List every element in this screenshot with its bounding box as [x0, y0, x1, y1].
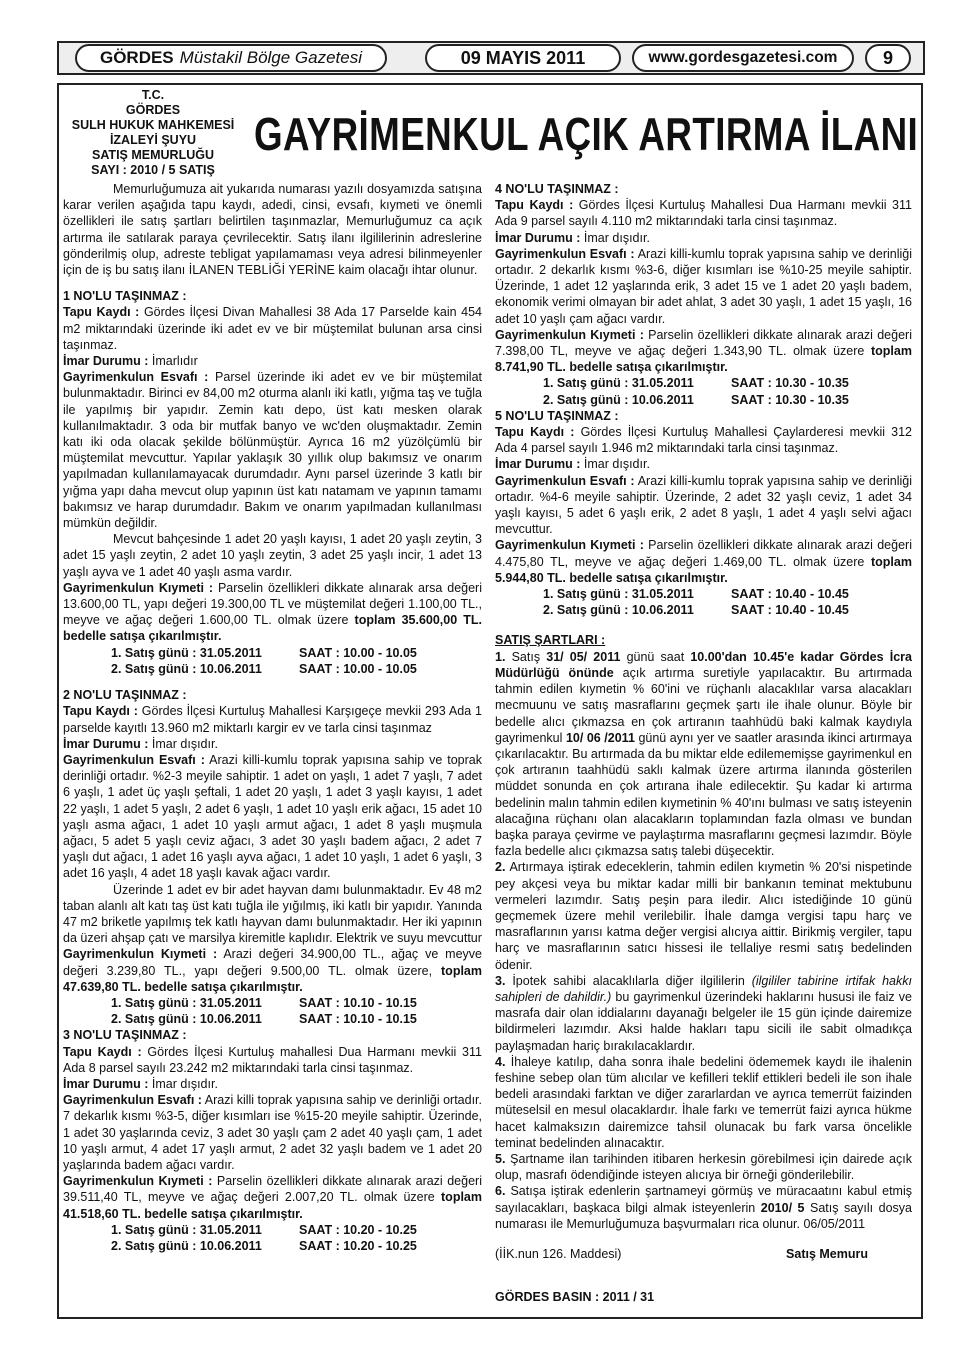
sale-date: 2. Satış günü : 10.06.2011: [543, 392, 694, 407]
property-4-tapu: [495, 197, 912, 229]
sale-date: 1. Satış günü : 31.05.2011: [111, 1222, 262, 1237]
property-4-imar: [495, 230, 912, 246]
sale-date: 1. Satış günü : 31.05.2011: [111, 995, 262, 1010]
tapu-label: Tapu Kaydı :: [63, 1044, 142, 1059]
property-5-evsaf: [495, 473, 912, 538]
signature-row: [495, 1246, 912, 1262]
sale-date: 2. Satış günü : 10.06.2011: [111, 661, 262, 676]
property-5-sale-2: [543, 602, 912, 618]
term-number: 1.: [495, 649, 506, 664]
imar-label: İmar Durumu :: [63, 1076, 149, 1091]
property-1-evsaf: [63, 369, 482, 531]
term-text: Şartname ilan tarihinden itibaren herkesin görebilmesi için dairede açık olup, masrafı ödendiğinde isteyen alıcıya bir örneği gönderilebilir.: [495, 1151, 912, 1183]
kiymet-text: Parselin özellikleri dikkate alınarak arsa değeri 13.600,00 TL, yapı değeri 19.300,00 TL ve müştemilat değeri 1.100,00 TL., meyve ve ağaç değeri 1.600,00 TL. olmak üzere: [63, 580, 482, 628]
sale-date: 2. Satış günü : 10.06.2011: [111, 1012, 262, 1027]
imar-text: İmarlıdır: [151, 354, 198, 369]
evsaf-label: Gayrimenkulun Esvafı :: [495, 473, 635, 488]
term-text: Satış sayılı dosya numarası ile Memurluğumuza başvurmaları rica olunur. 06/05/2011: [495, 1200, 912, 1231]
tapu-text: Gördes İlçesi Kurtuluş mahallesi Dua Harmanı mevkii 311 Ada 8 parsel sayılı 23.242 m2 miktarındaki tarla cinsi taşınmaz.: [63, 1044, 482, 1075]
imar-label: İmar Durumu :: [495, 230, 581, 245]
sale-time: SAAT : 10.10 - 10.15: [299, 995, 417, 1010]
property-3-sale-2: [111, 1238, 482, 1254]
kiymet-label: Gayrimenkulun Kıymeti :: [63, 580, 214, 595]
property-2-kiymet: [63, 946, 482, 995]
property-5-kiymet: [495, 537, 912, 586]
property-5-tapu: [495, 424, 912, 456]
page-number-pill: [865, 44, 911, 72]
term-place: 10.00'dan 10.45'e kadar Gördes İcra Müdürlüğü önünde: [495, 649, 912, 680]
term-file-number: 2010/ 5: [760, 1200, 805, 1215]
term-5: [495, 1151, 912, 1183]
website-pill: [632, 44, 854, 72]
term-text: günü aynı yer ve saatler arasında ikinci artırmaya çıkarılacaktır. Bu artırmada da bu miktar elde edilememişse gayrimenkul en çok artıranın taahhüdü saklı kalmak üzere artırma ilanında gösterilen müddet sonunda en çok artırana ihale edilecektir. Şu kadar ki artırma bedelinin malın tahmin edilen kıymetinin % 40'ını bulması ve satış isteyenin alacağına rüçhanı olan alacakların toplamından fazla olması ve bundan başka paraya çevirme ve paylaştırma masraflarını geçmesi lazımdır. Böyle fazla bedelle alıcı çıkmazsa satış talebi düşecektir.: [495, 730, 912, 859]
term-2: [495, 859, 912, 972]
imar-label: İmar Durumu :: [495, 457, 581, 472]
property-1-imar: [63, 353, 482, 369]
court-file-number: SAYI : 2010 / 5 SATIŞ: [91, 163, 215, 177]
imar-label: İmar Durumu :: [63, 736, 149, 751]
term-4: [495, 1054, 912, 1151]
property-2-tapu: [63, 703, 482, 735]
court-line-2: GÖRDES: [125, 103, 181, 117]
total-text: toplam 47.639,80 TL. bedelle satışa çıkarılmıştır.: [63, 963, 482, 994]
property-4-kiymet: [495, 327, 912, 376]
property-4-title: 4 NO'LU TAŞINMAZ :: [495, 182, 619, 196]
sale-date: 1. Satış günü : 31.05.2011: [111, 645, 262, 660]
property-3-kiymet: [63, 1173, 482, 1222]
property-5-sale-1: [543, 586, 912, 602]
property-3-title: 3 NO'LU TAŞINMAZ :: [63, 1028, 187, 1043]
evsaf-label: Gayrimenkulun Esvafı :: [63, 370, 209, 385]
term-number: 4.: [495, 1054, 506, 1069]
property-4-evsaf: [495, 246, 912, 327]
paper-name-pill: [75, 44, 387, 72]
term-6: [495, 1183, 912, 1232]
term-text: Artırmaya iştirak edeceklerin, tahmin edilen kıymetin % 20'si nispetinde pey akçesi veya bu miktar kadar milli bir bankanın teminat mektubunu vermeleri lazımdır. Satış peşin para iledir. Alıcı istediğinde 10 günü geçmemek üzere mehil verilebilir. İhale damga vergisi tapu harç ve masraflarının yarısı katma değer vergisi alıcıya aittir. Birikmiş vergiler, tapu harç ve masraflarının satıcı hissesi ile tellaliye resmi satış bedelinden ödenir.: [495, 860, 912, 972]
evsaf-text: Arazi killi-kumlu toprak yapısına sahip ve derinliği ortadır. 2 dekarlık kısmı %3-6, diğer kısımları ise %10-25 meyile sahiptir. Üzerinde, 1 adet 12 yaşlarında erik, 3 adet 15 ve 1 adet 20 yaşlı badem, ekonomik verimi olmayan bir adet ahlat, 3 adet 30 yaşlı, 1 adet 15 yaşlı, 16 adet 10 yaşlı çam ağacı vardır.: [495, 246, 912, 326]
right-column: [495, 181, 912, 1262]
tapu-label: Tapu Kaydı :: [63, 305, 140, 320]
term-number: 2.: [495, 860, 506, 875]
sale-time: SAAT : 10.00 - 10.05: [299, 661, 417, 676]
property-2-extra: Üzerinde 1 adet ev bir adet hayvan damı bulunmaktadır. Ev 48 m2 taban alanlı alt katı taş üst katı tuğla ile yığılmış, iki katlı bir yapıdır. Yanında 47 m2 briketle yapılmış tek katlı hayvan damı bulunmaktadır. Her iki yapının da üzeri ahşap çatı ve marsilya kiremitle kaplıdır. Elektrik ve suyu mevcuttur: [63, 882, 482, 946]
imar-text: İmar dışıdır.: [151, 1076, 218, 1091]
total-text: toplam 35.600,00 TL. bedelle satışa çıkarılmıştır.: [63, 613, 482, 644]
law-reference: (İİK.nun 126. Maddesi): [495, 1247, 622, 1261]
property-3-evsaf: [63, 1092, 482, 1173]
intro-paragraph: Memurluğumuza ait yukarıda numarası yazılı dosyamızda satışına karar verilen aşağıda tapu kaydı, adedi, cinsi, evsafı, kıymeti ve önemli özellikleri ile satış şartları belirtilen taşınmazlar, Memurluğumuz ca açık artırma ile satılarak paraya çevrilecektir. Satış ilanı ilgililerinin adreslerine gönderilmiş olup, adreste tebligat yapılamaması veya adresi bilinmeyenler için de iş bu satış ilanı İLANEN TEBLİĞİ YERİNE kaim olacağı ihtar olunur.: [63, 182, 482, 278]
sale-date: 2. Satış günü : 10.06.2011: [111, 1239, 262, 1253]
kiymet-text: Parselin özellikleri dikkate alınarak arazi değeri 39.511,40 TL, meyve ve ağaç değeri 2.007,20 TL. olmak üzere: [63, 1174, 482, 1205]
evsaf-text: Arazi killi-kumlu toprak yapısına sahip ve toprak derinliği ortadır. %2-3 meyile sahiptir. 1 adet on yaşlı, 1 adet 7 yaşlı, 7 adet 6 yaşlı, 1 adet üç yaşlı şeftali, 1 adet 20 yaşlı, 1 adet 3 yaşlı kayısı, 1 adet 22 yaşlı, 1 adet 5 yaşlı, 2 adet 6 yaşlı, 1 adet 10 yaşlı erik ağacı, 15 adet 10 yaşlı asma ağacı, 1 adet 10 yaşlı armut ağacı, 1 adet 8 yaşlı muşmula ağacı, 5 adet 5 yaşlı ceviz ağacı, 3 adet 30 yaşlı badem ağacı, 2 adet 7 yaşlı dut ağacı, 1 adet 16 yaşlı ayva ağacı, 1 adet 10 yaşlı, 1 adet 6 yaşlı, 3 adet 16 yaşlı, 4 adet 18 yaşlı kavak ağacı vardır.: [63, 752, 482, 881]
tapu-text: Gördes İlçesi Kurtuluş Mahallesi Çaylarderesi mevkii 312 Ada 4 parsel sayılı 1.946 m2 miktarındaki tarla cinsi taşınmaz.: [495, 425, 912, 456]
property-5-title: 5 NO'LU TAŞINMAZ :: [495, 408, 619, 423]
page-number: 9: [882, 47, 893, 68]
property-1-kiymet: [63, 580, 482, 645]
court-block: [62, 88, 244, 178]
imar-text: İmar dışıdır.: [583, 230, 650, 245]
property-1-extra: Mevcut bahçesinde 1 adet 20 yaşlı kayısı, 1 adet 20 yaşlı zeytin, 3 adet 15 yaşlı zeytin, 2 adet 10 yaşlı zeytin, 3 adet 25 yaşlı incir, 1 adet 13 yaşlı ayva ve 1 adet 40 yaşlı asma vardır.: [63, 532, 482, 579]
total-text: toplam 8.741,90 TL. bedelle satışa çıkarılmıştır.: [495, 344, 912, 375]
evsaf-label: Gayrimenkulun Esvafı :: [495, 246, 635, 261]
terms-title: SATIŞ ŞARTLARI :: [495, 633, 606, 648]
issue-date: 09 MAYIS 2011: [460, 47, 586, 68]
property-4-sale-1: [543, 375, 912, 391]
term-text: açık artırma suretiyle yapılacaktır. Bu artırmada tahmin edilen kıymetin % 60'ini ve rüçhanlı alacaklılar varsa alacakları mecmuunu ve satış masraflarını geçmek şartı ile ihale olunur. Böyle bir bedelle alıcı çıkmazsa en çok artıranın taahhüdü baki kalmak kaydıyla gayrimenkul: [495, 665, 912, 745]
left-column: [63, 181, 482, 1254]
imar-label: İmar Durumu :: [63, 354, 149, 369]
sale-time: SAAT : 10.20 - 10.25: [299, 1239, 417, 1253]
evsaf-text: Parsel üzerinde iki adet ev ve bir müştemilat bulunmaktadır. Birinci ev 84,00 m2 oturma alanlı iki katlı, yığma taş ve tuğla ile yapılmış bir yapıdır. Zemin katı depo, üst katı mesken olarak kullanılmaktadır. 3 oda bir mutfak banyo ve wc'den oluşmaktadır. Zemin katı iki oda olacak şekilde bölünmüştür. Ayrıca 16 m2 yüzölçümlü bir müştemilat mevcuttur. Yapılar yaklaşık 30 yıllık olup bakımsız ve onarım yapılmadan kullanılamayacak durumdadır. Aynı parsel üzerinde 3 katlı bir yığma yapı daha mevcut olup yapının üst katı natamam ve yapının tamamı bakımsız ve harap durumdadır. Bakım ve onarım yapılmadan kullanılması mümkün değildir.: [63, 370, 482, 531]
kiymet-label: Gayrimenkulun Kıymeti :: [495, 538, 644, 553]
tapu-text: Gördes İlçesi Kurtuluş Mahallesi Karşıgeçe mevkii 293 Ada 1 parselde kayıtlı 13.960 m2 miktarlı kargir ev ve tarla cinsi taşınmaz: [63, 704, 482, 735]
property-5-imar: [495, 456, 912, 472]
signature: Satış Memuru: [786, 1247, 868, 1261]
website-link[interactable]: www.gordesgazetesi.com: [648, 49, 838, 66]
tapu-text: Gördes İlçesi Kurtuluş Mahallesi Dua Harmanı mevkii 311 Ada 9 parsel sayılı 4.110 m2 miktarındaki tarla cinsi taşınmaz.: [495, 198, 912, 229]
property-2-sale-1: [111, 995, 482, 1011]
paper-subtitle: Müstakil Bölge Gazetesi: [179, 48, 363, 67]
footer-press-code: GÖRDES BASIN : 2011 / 31: [495, 1290, 655, 1304]
evsaf-label: Gayrimenkulun Esvafı :: [63, 752, 205, 767]
term-text: günü saat: [626, 649, 685, 664]
sale-time: SAAT : 10.00 - 10.05: [299, 645, 417, 660]
total-text: toplam 41.518,60 TL. bedelle satışa çıkarılmıştır.: [63, 1190, 482, 1221]
kiymet-text: Arazi değeri 34.900,00 TL., ağaç ve meyve değeri 3.239,80 TL., yapı değeri 9.500,00 TL. olmak üzere,: [63, 947, 483, 978]
property-2-sale-2: [111, 1011, 482, 1027]
property-3-sale-1: [111, 1222, 482, 1238]
tapu-text: Gördes İlçesi Divan Mahallesi 38 Ada 17 Parselde kain 454 m2 miktarındaki üzerinde iki adet ev ve bir müştemilat bulunan arsa cinsi taşınmaz.: [63, 305, 482, 352]
court-line-5: SATIŞ MEMURLUĞU: [92, 148, 214, 162]
kiymet-text: Parselin özellikleri dikkate alınarak arazi değeri 4.475,80 TL, meyve ve ağaç değeri 1.469,00 TL. olmak üzere: [495, 538, 912, 569]
tapu-label: Tapu Kaydı :: [495, 425, 575, 440]
kiymet-label: Gayrimenkulun Kıymeti :: [495, 327, 644, 342]
property-2-evsaf: [63, 752, 482, 882]
court-line-1: T.C.: [141, 88, 165, 102]
term-date: 10/ 06 /2011: [565, 730, 635, 745]
sale-date: 1. Satış günü : 31.05.2011: [543, 587, 694, 602]
sale-time: SAAT : 10.40 - 10.45: [731, 587, 849, 602]
property-3-imar: [63, 1076, 482, 1092]
sale-time: SAAT : 10.10 - 10.15: [299, 1012, 417, 1027]
kiymet-text: Parselin özellikleri dikkate alınarak arazi değeri 7.398,00 TL, meyve ve ağaç değeri 1.343,90 TL. olmak üzere: [495, 327, 912, 359]
property-2-imar: [63, 736, 482, 752]
term-date: 31/ 05/ 2011: [546, 649, 621, 664]
evsaf-label: Gayrimenkulun Esvafı :: [63, 1093, 202, 1108]
term-1: [495, 649, 912, 860]
tapu-label: Tapu Kaydı :: [495, 198, 574, 213]
total-text: toplam 5.944,80 TL. bedelle satışa çıkarılmıştır.: [495, 554, 912, 585]
term-text: İhaleye katılıp, daha sonra ihale bedelini ödememek kaydı ile ihalenin feshine sebep olan tüm alıcılar ve kefilleri teklif ettikleri bedeli ile son ihale bedeli arasındaki farktan ve diğer zararlardan ve ayrıca temerrüt faizinden müteselsil en mesul olacaklardır. İhale farkı ve temerrüt faizi ayrıca hükme hacet kalmaksızın dairemizce tahsil olunacak bu fark varsa öncelikle teminat bedelinden alınacaktır.: [495, 1054, 912, 1150]
term-number: 5.: [495, 1151, 506, 1166]
notice-headline: GAYRİMENKUL AÇIK ARTIRMA İLANI: [254, 108, 919, 160]
imar-text: İmar dışıdır.: [151, 736, 218, 751]
property-4-sale-2: [543, 392, 912, 408]
imar-text: İmar dışıdır.: [583, 457, 650, 472]
kiymet-label: Gayrimenkulun Kıymeti :: [63, 947, 218, 962]
term-number: 6.: [495, 1184, 506, 1199]
sale-time: SAAT : 10.30 - 10.35: [731, 376, 849, 391]
term-3: [495, 973, 912, 1054]
property-1-tapu: [63, 304, 482, 353]
court-line-3: SULH HUKUK MAHKEMESİ: [71, 118, 235, 132]
term-text: Satışa iştirak edenlerin şartnameyi görmüş ve müracaatını kabul etmiş sayılacakları, başkaca bilgi almak isteyenlerin: [495, 1184, 912, 1215]
sale-date: 2. Satış günü : 10.06.2011: [543, 603, 694, 618]
property-3-tapu: [63, 1044, 482, 1076]
property-2-title: 2 NO'LU TAŞINMAZ :: [63, 688, 187, 703]
kiymet-label: Gayrimenkulun Kıymeti :: [63, 1174, 213, 1189]
sale-time: SAAT : 10.20 - 10.25: [299, 1222, 417, 1237]
property-1-sale-1: [111, 645, 482, 661]
property-1-sale-2: [111, 661, 482, 677]
tapu-label: Tapu Kaydı :: [63, 704, 138, 719]
court-line-4: İZALEYİ ŞUYU: [109, 133, 197, 147]
term-text: İpotek sahibi alacaklılarla diğer ilgililerin: [512, 973, 745, 988]
evsaf-text: Arazi killi toprak yapısına sahip ve derinliği ortadır. 7 dekarlık kısmı %3-5, diğer kısımları ise %15-20 meyile sahiptir. Üzerinde, 1 adet 30 yaşlarında ceviz, 3 adet 30 yaşlı çam 2 adet 40 yaşlı çam, 1 adet 10 yaşlı armut, 4 adet 17 yaşlı armut, 2 adet 32 yaşlı badem ve 1 adet 20 yaşlarında badem ağacı vardır.: [63, 1093, 482, 1172]
term-text: bu gayrimenkul üzerindeki haklarını hususi ile faiz ve masrafa dair olan iddialarını dayanağı belgeler ile 15 gün içinde dairemize bildirmeleri lazımdır. Aksi halde hakları tapu sicili ile sabit olmadıkça paylaşmadan hariç bırakılacaklardır.: [495, 989, 912, 1053]
sale-date: 1. Satış günü : 31.05.2011: [543, 376, 694, 391]
evsaf-text: Arazi killi-kumlu toprak yapısına sahip ve derinliği ortadır. %4-6 meyile sahiptir. Üzerinde, 2 adet 32 yaşlı ceviz, 1 adet 34 yaşlı kayısı, 5 adet 6 yaşlı erik, 2 adet 8 yaşlı, 1 adet 4 yaşlı selvi ağacı mevcuttur.: [495, 473, 912, 537]
paper-name: GÖRDES: [99, 48, 174, 67]
term-number: 3.: [495, 973, 506, 988]
term-note: (ilgililer tabirine irtifak hakkı sahipleri de dahildir.): [495, 973, 912, 1004]
sale-time: SAAT : 10.40 - 10.45: [731, 603, 849, 618]
term-text: Satış: [511, 649, 541, 664]
sale-time: SAAT : 10.30 - 10.35: [731, 392, 849, 407]
date-pill: [425, 44, 621, 72]
property-1-title: 1 NO'LU TAŞINMAZ :: [63, 289, 187, 304]
